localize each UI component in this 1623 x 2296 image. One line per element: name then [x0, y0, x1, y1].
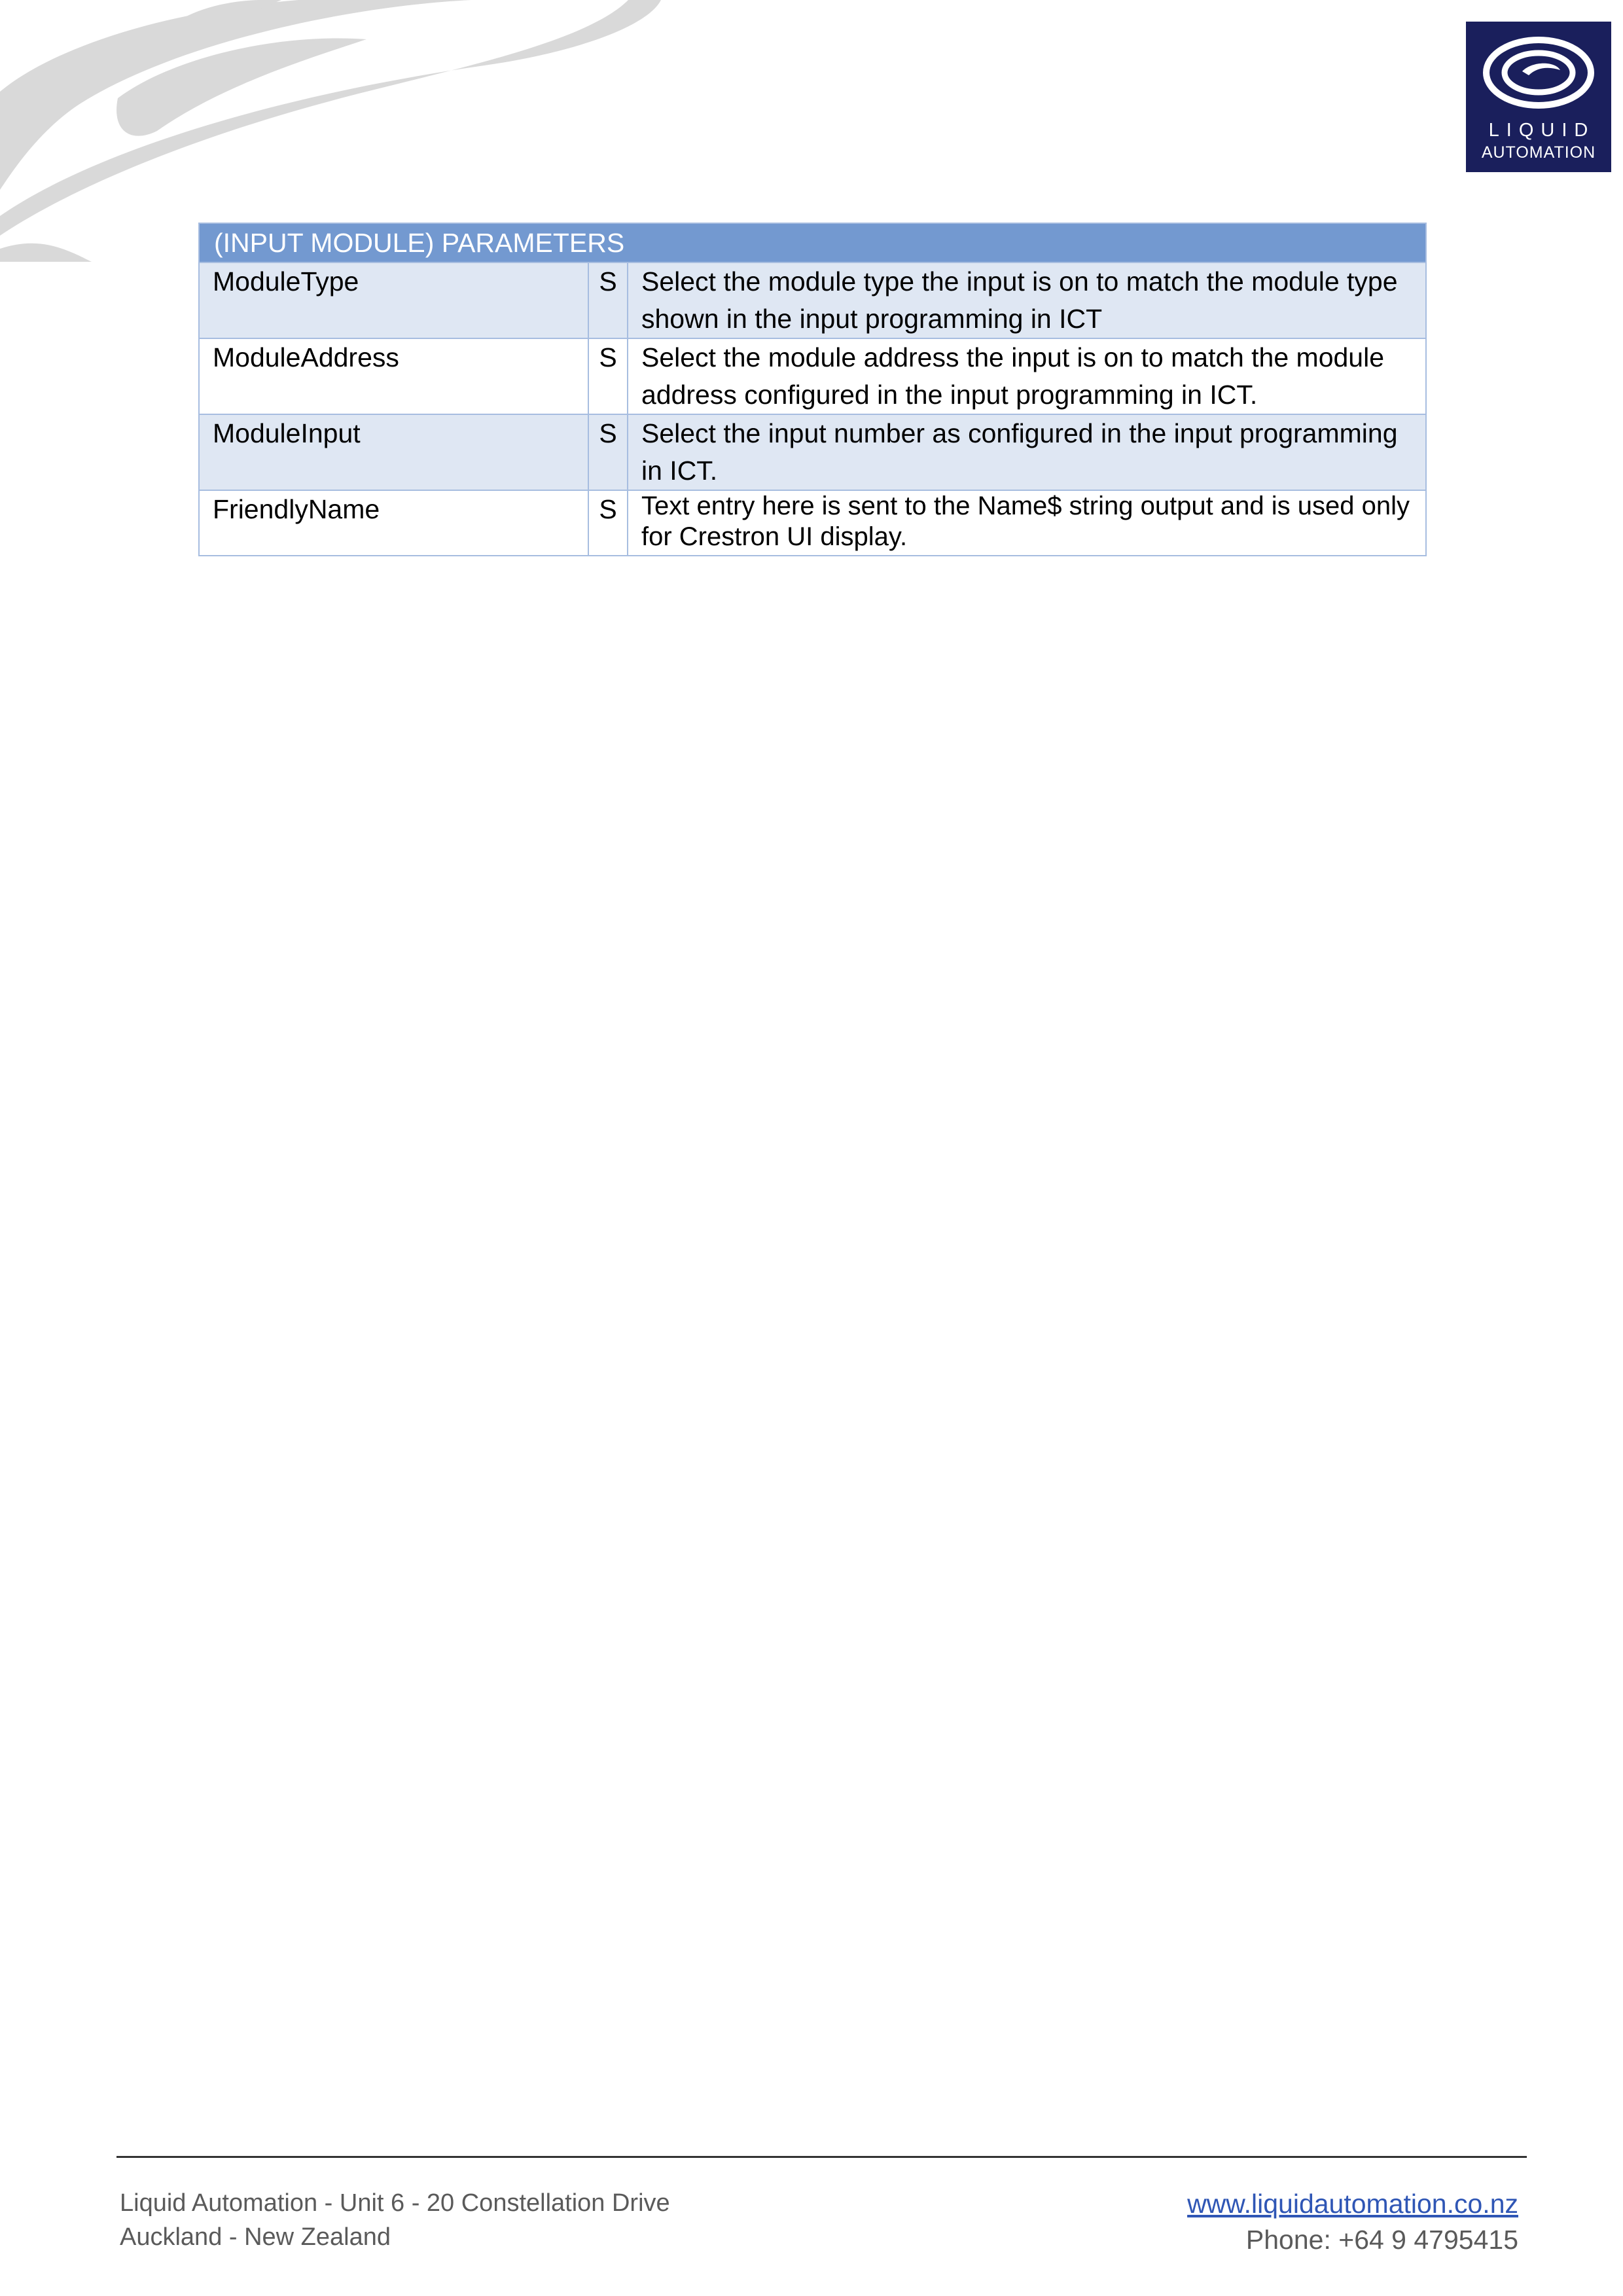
param-description: Text entry here is sent to the Name$ string output and is used only for Crestron UI display. — [628, 490, 1426, 556]
param-type: S — [588, 414, 628, 490]
liquid-automation-logo — [1466, 22, 1611, 172]
param-description: Select the input number as configured in the input programming in ICT. — [628, 414, 1426, 490]
logo-text-automation: AUTOMATION — [1481, 143, 1596, 162]
footer-divider — [116, 2156, 1527, 2158]
param-name: ModuleAddress — [199, 338, 588, 414]
param-type: S — [588, 490, 628, 556]
table-row — [199, 262, 1426, 338]
table-row — [199, 490, 1426, 556]
param-name: ModuleInput — [199, 414, 588, 490]
table-row — [199, 338, 1426, 414]
param-type: S — [588, 338, 628, 414]
footer-phone: Phone: +64 9 4795415 — [1245, 2225, 1518, 2255]
table-header: (INPUT MODULE) PARAMETERS — [199, 223, 1426, 262]
footer-address-line2: Auckland - New Zealand — [120, 2223, 391, 2251]
footer-address-line1: Liquid Automation - Unit 6 - 20 Constellation Drive — [120, 2189, 670, 2217]
param-type: S — [588, 262, 628, 338]
param-name: FriendlyName — [199, 490, 588, 556]
swirl-logo-icon — [1483, 33, 1594, 112]
footer-contact — [1187, 2186, 1518, 2258]
param-description: Select the module address the input is on to match the module address configured in the input programming in ICT. — [628, 338, 1426, 414]
footer-address — [120, 2186, 670, 2254]
website-link[interactable]: www.liquidautomation.co.nz — [1187, 2189, 1518, 2219]
table-row — [199, 414, 1426, 490]
param-description: Select the module type the input is on to match the module type shown in the input programming in ICT — [628, 262, 1426, 338]
logo-text-liquid: LIQUID — [1488, 120, 1596, 141]
input-module-parameters-table — [198, 223, 1427, 556]
param-name: ModuleType — [199, 262, 588, 338]
